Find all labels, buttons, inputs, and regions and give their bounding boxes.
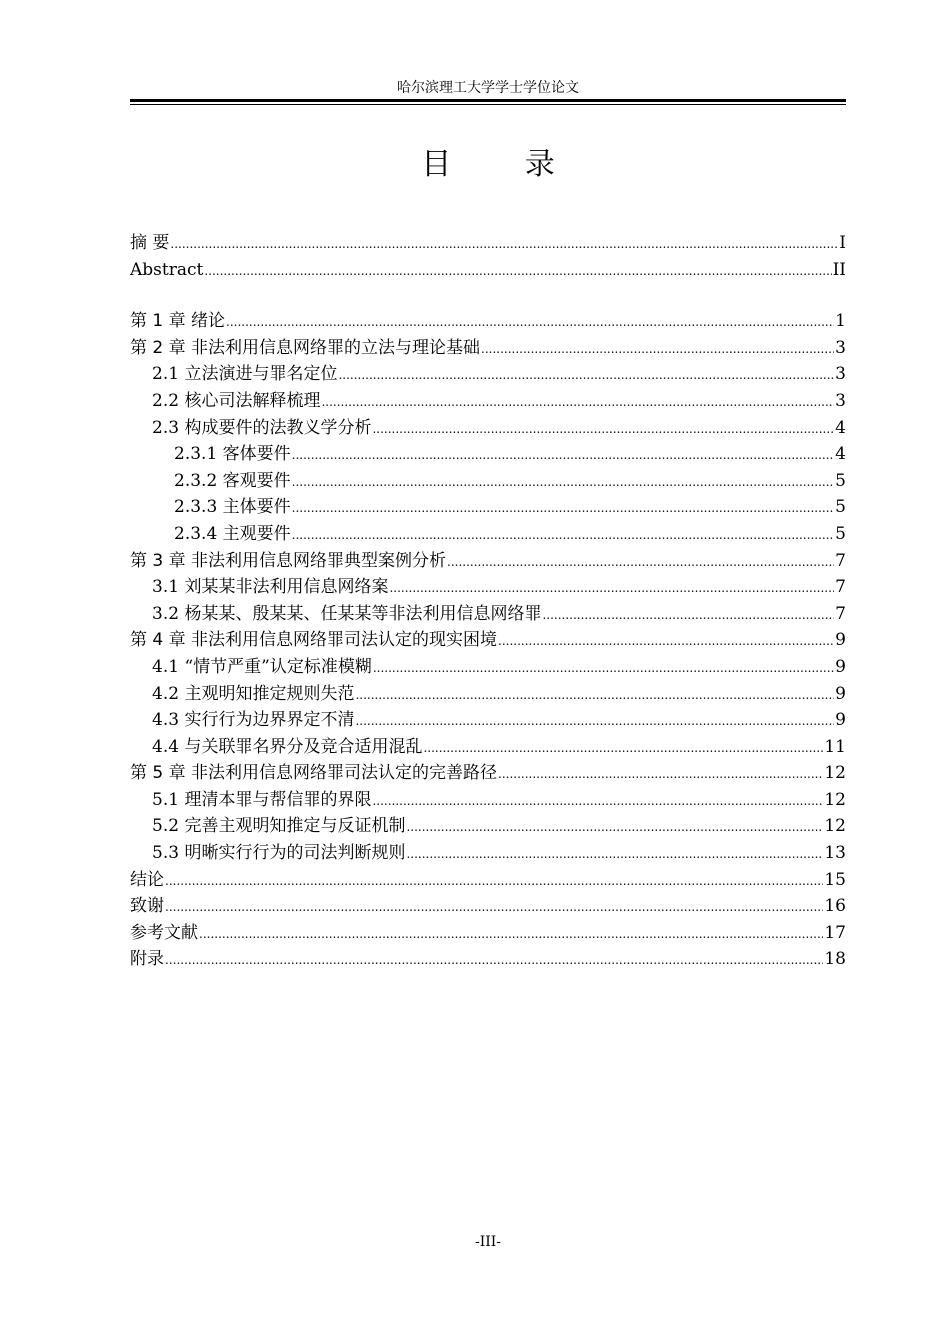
toc-leader-dots (165, 894, 823, 920)
toc-page-number: 3 (835, 337, 846, 358)
toc-page-number: 3 (835, 364, 846, 385)
toc-page-number: 12 (824, 763, 846, 784)
toc-title: 目 录 (421, 147, 587, 182)
toc-entry[interactable] (130, 494, 846, 521)
toc-entry[interactable] (130, 840, 846, 867)
toc-entry[interactable] (130, 946, 846, 973)
toc-entry[interactable] (130, 654, 846, 681)
toc-page-number: 13 (824, 843, 846, 864)
toc-entry-label: 2.1 立法演进与罪名定位 (152, 364, 338, 385)
toc-entry[interactable] (130, 441, 846, 468)
toc-page-number: 18 (824, 949, 846, 970)
toc-entry-label: 参考文献 (130, 922, 198, 943)
toc-page-number: 4 (835, 417, 846, 438)
toc-page-number: 12 (824, 789, 846, 810)
toc-leader-dots (292, 442, 835, 468)
toc-leader-dots (498, 761, 823, 787)
toc-page-number: II (832, 259, 846, 280)
toc-page-number: 9 (835, 656, 846, 677)
toc-entry[interactable] (130, 787, 846, 814)
toc-leader-dots (321, 389, 834, 415)
toc-leader-dots (292, 495, 835, 521)
toc-leader-dots (165, 868, 823, 894)
toc-leader-dots (292, 469, 835, 495)
toc-entry-label: 2.3.4 主观要件 (174, 523, 291, 544)
toc-entry[interactable] (130, 548, 846, 575)
toc-entry[interactable] (130, 574, 846, 601)
toc-entry-label: 3.1 刘某某非法利用信息网络案 (152, 577, 389, 598)
toc-leader-dots (372, 416, 834, 442)
page-number: -III- (474, 1234, 502, 1250)
toc-page-number: 7 (835, 603, 846, 624)
toc-entry[interactable] (130, 388, 846, 415)
toc-page-number: 16 (824, 896, 846, 917)
toc-page-number: 5 (835, 470, 846, 491)
toc-entry-label: 4.1 “情节严重”认定标准模糊 (152, 656, 372, 677)
toc-entry[interactable] (130, 681, 846, 708)
toc-leader-dots (199, 921, 823, 947)
toc-leader-dots (372, 788, 823, 814)
toc-leader-dots (338, 362, 834, 388)
toc-page-number: 9 (835, 710, 846, 731)
toc-entry-label: 第 3 章 非法利用信息网络罪典型案例分析 (130, 550, 447, 571)
toc-leader-dots (373, 655, 834, 681)
toc-entry-label: 第 1 章 绪论 (130, 311, 226, 332)
toc-entry[interactable] (130, 707, 846, 734)
toc-page-number: 9 (835, 630, 846, 651)
toc-leader-dots (423, 735, 823, 761)
toc-entry-label: 2.2 核心司法解释梳理 (152, 390, 321, 411)
toc-entry-label: 4.3 实行行为边界界定不清 (152, 710, 355, 731)
toc-entry-label: 5.2 完善主观明知推定与反证机制 (152, 816, 406, 837)
toc-page-number: 7 (835, 577, 846, 598)
toc-entry-label: 2.3.2 客观要件 (174, 470, 291, 491)
toc-entry[interactable] (130, 308, 846, 335)
toc-leader-dots (165, 947, 823, 973)
toc-entry[interactable] (130, 468, 846, 495)
toc-entry[interactable] (130, 361, 846, 388)
toc-entry[interactable] (130, 867, 846, 894)
toc-leader-dots (204, 258, 831, 284)
toc-leader-dots (406, 841, 823, 867)
toc-entry-label: 附录 (130, 949, 164, 970)
toc-entry-label: 5.3 明晰实行行为的司法判断规则 (152, 843, 406, 864)
toc-entry[interactable] (130, 230, 846, 257)
toc-page-number: 17 (824, 922, 846, 943)
toc-leader-dots (292, 522, 835, 548)
toc-leader-dots (170, 231, 838, 257)
toc-entry[interactable] (130, 521, 846, 548)
toc-entry[interactable] (130, 601, 846, 628)
toc-leader-dots (498, 628, 834, 654)
toc-leader-dots (389, 575, 834, 601)
toc-entry[interactable] (130, 335, 846, 362)
toc-entry-label: 第 2 章 非法利用信息网络罪的立法与理论基础 (130, 337, 481, 358)
toc-entry-label: 3.2 杨某某、殷某某、任某某等非法利用信息网络罪 (152, 603, 542, 624)
toc-entry-label: 4.4 与关联罪名界分及竞合适用混乱 (152, 736, 423, 757)
toc-entry[interactable] (130, 813, 846, 840)
toc-leader-dots (226, 309, 834, 335)
toc-leader-dots (481, 336, 834, 362)
toc-page-number: 11 (824, 736, 846, 757)
toc-page-number: 15 (824, 869, 846, 890)
toc-entry-label: 4.2 主观明知推定规则失范 (152, 683, 355, 704)
toc-entry[interactable] (130, 415, 846, 442)
running-header: 哈尔滨理工大学学士学位论文 (397, 80, 579, 96)
toc-page-number: 7 (835, 550, 846, 571)
toc-entry-label: 结论 (130, 869, 164, 890)
toc-leader-dots (542, 602, 834, 628)
toc-leader-dots (447, 549, 834, 575)
toc-page-number: 1 (835, 311, 846, 332)
toc-entry-label: 2.3 构成要件的法教义学分析 (152, 417, 372, 438)
toc-leader-dots (355, 708, 834, 734)
toc-entry-label: 摘 要 (130, 233, 170, 253)
table-of-contents (130, 230, 846, 973)
toc-page-number: 3 (835, 390, 846, 411)
toc-entry-label: 致谢 (130, 896, 164, 917)
toc-page-number: 5 (835, 497, 846, 518)
toc-page-number: 5 (835, 523, 846, 544)
toc-leader-dots (406, 814, 823, 840)
toc-entry[interactable] (130, 920, 846, 947)
header-rule-thick (130, 99, 846, 102)
toc-entry-label: 2.3.3 主体要件 (174, 497, 291, 518)
toc-entry-label: 5.1 理清本罪与帮信罪的界限 (152, 789, 372, 810)
toc-entry[interactable] (130, 893, 846, 920)
toc-entry[interactable] (130, 760, 846, 787)
toc-page-number: 4 (835, 444, 846, 465)
toc-page-number: 9 (835, 683, 846, 704)
toc-entry[interactable] (130, 627, 846, 654)
toc-entry-label: 第 4 章 非法利用信息网络罪司法认定的现实困境 (130, 630, 498, 651)
toc-entry-label: 2.3.1 客体要件 (174, 444, 291, 465)
toc-entry-label: 第 5 章 非法利用信息网络罪司法认定的完善路径 (130, 763, 498, 784)
toc-entry[interactable] (130, 257, 846, 284)
toc-page-number: I (839, 233, 846, 253)
toc-entry-label: Abstract (130, 259, 204, 280)
toc-entry[interactable] (130, 734, 846, 761)
header-rule-thin (130, 104, 846, 105)
toc-page-number: 12 (824, 816, 846, 837)
toc-leader-dots (355, 682, 834, 708)
